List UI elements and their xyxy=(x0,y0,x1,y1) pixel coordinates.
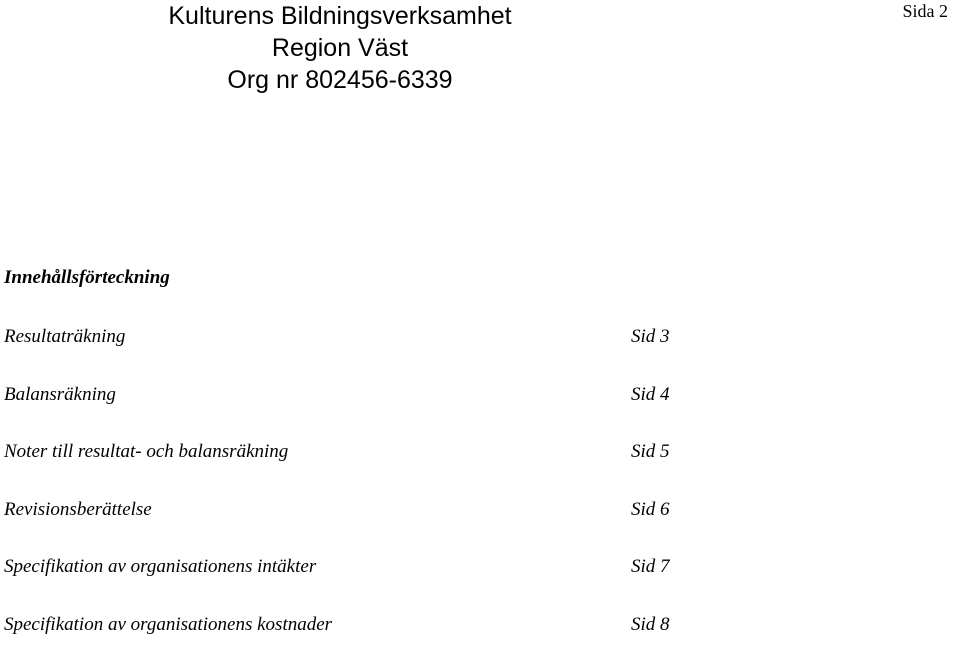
toc-entry-intakter xyxy=(4,555,704,613)
toc-entry-page: Sid 4 xyxy=(631,383,670,405)
toc-entry-title: Revisionsberättelse xyxy=(4,498,152,520)
page-number: Sida 2 xyxy=(902,1,948,21)
toc-entry-page: Sid 6 xyxy=(631,498,670,520)
toc-entry-noter xyxy=(4,440,704,498)
toc-entry-title: Specifikation av organisationens kostnader xyxy=(4,613,333,635)
toc-entry-title: Resultaträkning xyxy=(4,326,126,347)
region-name: Region Väst xyxy=(271,34,409,62)
document-header xyxy=(0,0,680,96)
toc-entry-page: Sid 7 xyxy=(631,556,670,578)
toc-heading: Innehållsförteckning xyxy=(4,267,170,288)
toc-entry-revisionsberattelse xyxy=(4,498,704,556)
toc-entry-title: Specifikation av organisationens intäkter xyxy=(4,556,317,578)
toc-entry-title: Noter till resultat- och balansräkning xyxy=(4,441,289,463)
toc-entry-resultatrakning xyxy=(4,325,704,383)
organization-name: Kulturens Bildningsverksamhet xyxy=(168,2,512,30)
toc-entry-page: Sid 5 xyxy=(631,441,670,463)
toc-entry-balansrakning xyxy=(4,383,704,441)
org-number: Org nr 802456-6339 xyxy=(227,66,453,94)
toc-entry-title: Balansräkning xyxy=(4,383,116,405)
toc-entry-page: Sid 3 xyxy=(631,326,670,347)
table-of-contents xyxy=(4,325,704,671)
toc-entry-page: Sid 8 xyxy=(631,613,670,635)
toc-entry-kostnader xyxy=(4,613,704,671)
